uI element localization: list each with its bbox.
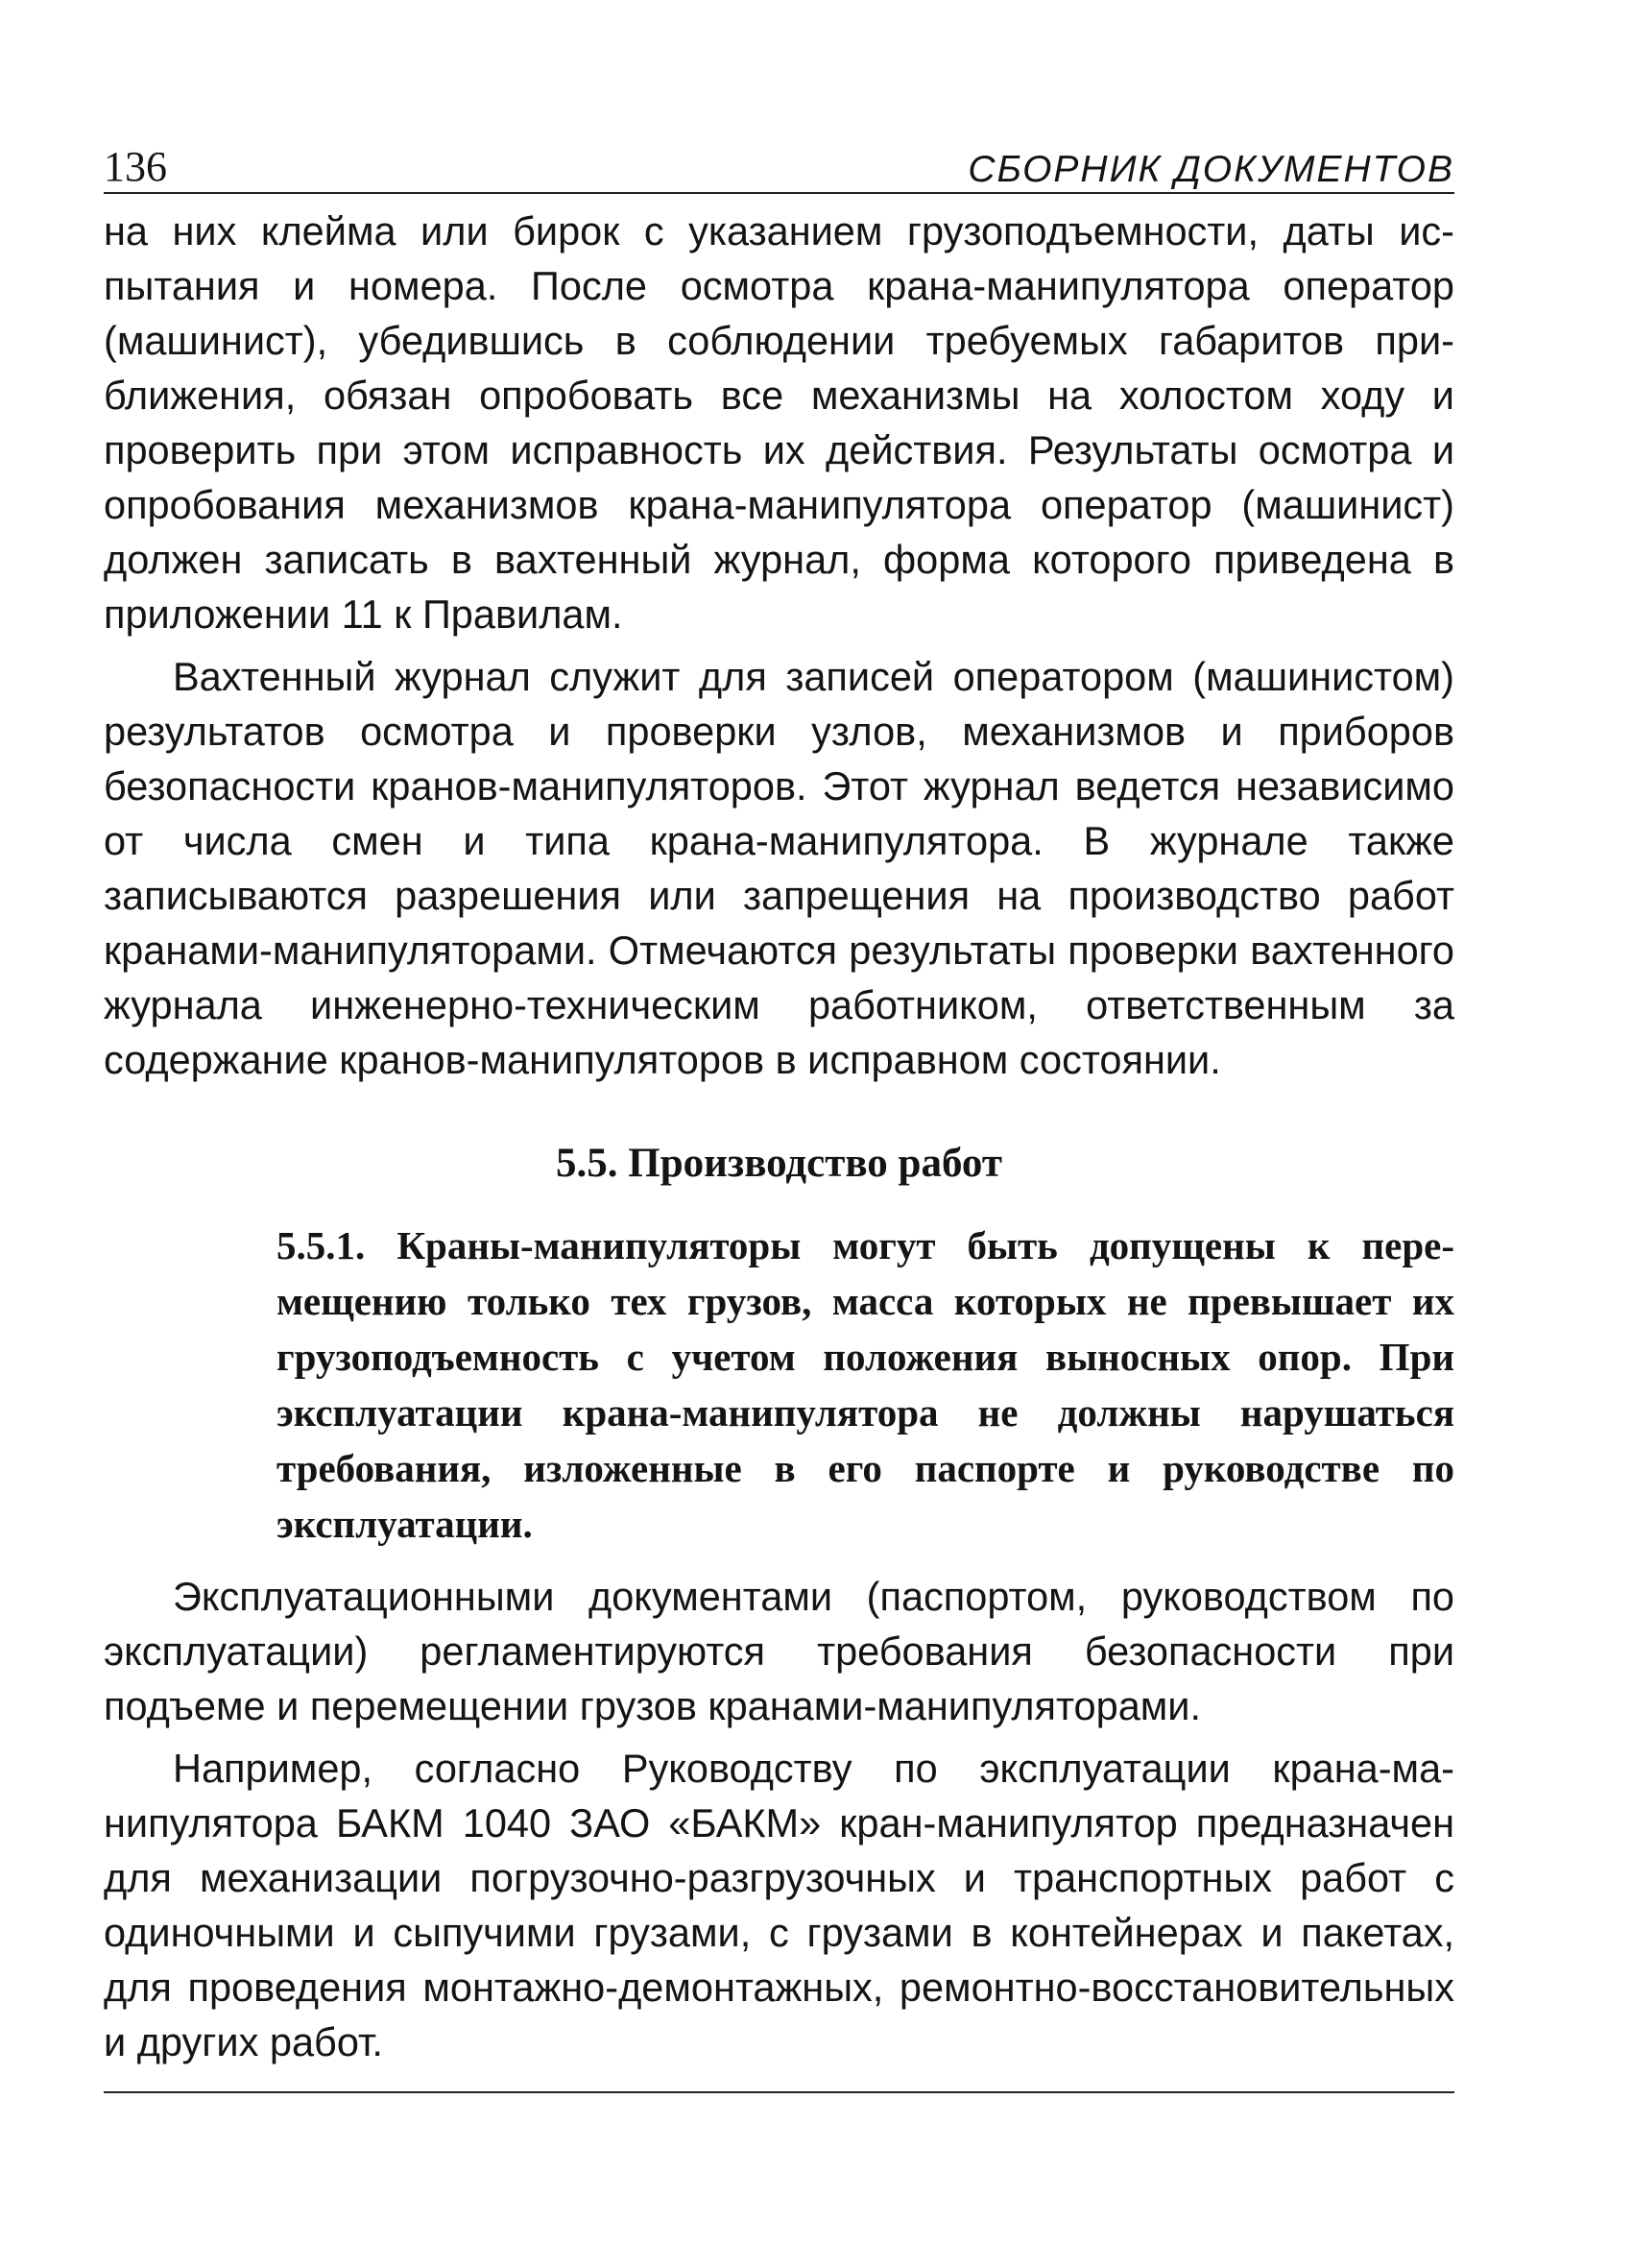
page-header xyxy=(104,134,1454,194)
footer-divider xyxy=(104,2091,1454,2093)
paragraph-example: Например, согласно Руководству по эксплуатации крана-манипулятора БАКМ 1040 ЗАО «БАКМ» кран-манипулятор предназначен для механизации погрузочно-разгрузочных и транспортных работ с одиночными и сыпучими грузами, с грузами в контейнерах и пакетах, для проведения монтажно-демонтажных, ремонтно-восстановительных и других работ. xyxy=(104,1746,1454,2064)
paragraph-watch-log: Вахтенный журнал служит для записей оператором (машинистом) результатов осмотра и проверки узлов, механизмов и приборов безопасности кранов-манипуляторов. Этот журнал ведется независимо от числа смен и типа крана-манипулятора. В журнале также записываются разрешения или запрещения на производство работ кранами-манипуляторами. Отмечаются результаты проверки вахтенного журнала инженерно-техническим работником, ответственным за содержание кранов-манипуляторов в исправном состоянии. xyxy=(104,654,1454,1082)
page-number: 136 xyxy=(104,143,167,190)
body-text xyxy=(104,204,1454,2069)
paragraph-continuation: на них клейма или бирок с указанием грузоподъемности, даты испытания и номера. После осмотра крана-манипулятора оператор (машинист), убедившись в соблюдении требуемых габаритов приближения, обязан опробовать все механизмы на холостом ходу и проверить при этом исправность их действия. Результаты осмотра и опробования механизмов крана-манипулятора оператор (машинист) должен записать в вахтенный журнал, форма которого приведена в приложении 11 к Правилам. xyxy=(104,208,1454,637)
paragraph-operational-docs: Эксплуатационными документами (паспортом, руководством по эксплуатации) регламентируются требования безопасности при подъеме и перемещении грузов кранами-манипуляторами. xyxy=(104,1574,1454,1728)
section-heading: 5.5. Производство работ xyxy=(556,1141,1002,1186)
running-head: СБОРНИК ДОКУМЕНТОВ xyxy=(968,149,1454,190)
rule-5-5-1: 5.5.1. Краны-манипуляторы могут быть допущены к перемещению только тех грузов, масса которых не превышает их грузоподъемность с учетом положения выносных опор. При эксплуатации крана-манипулятора не должны нарушаться требования, изложенные в его паспорте и руководстве по эксплуатации. xyxy=(276,1223,1454,1546)
